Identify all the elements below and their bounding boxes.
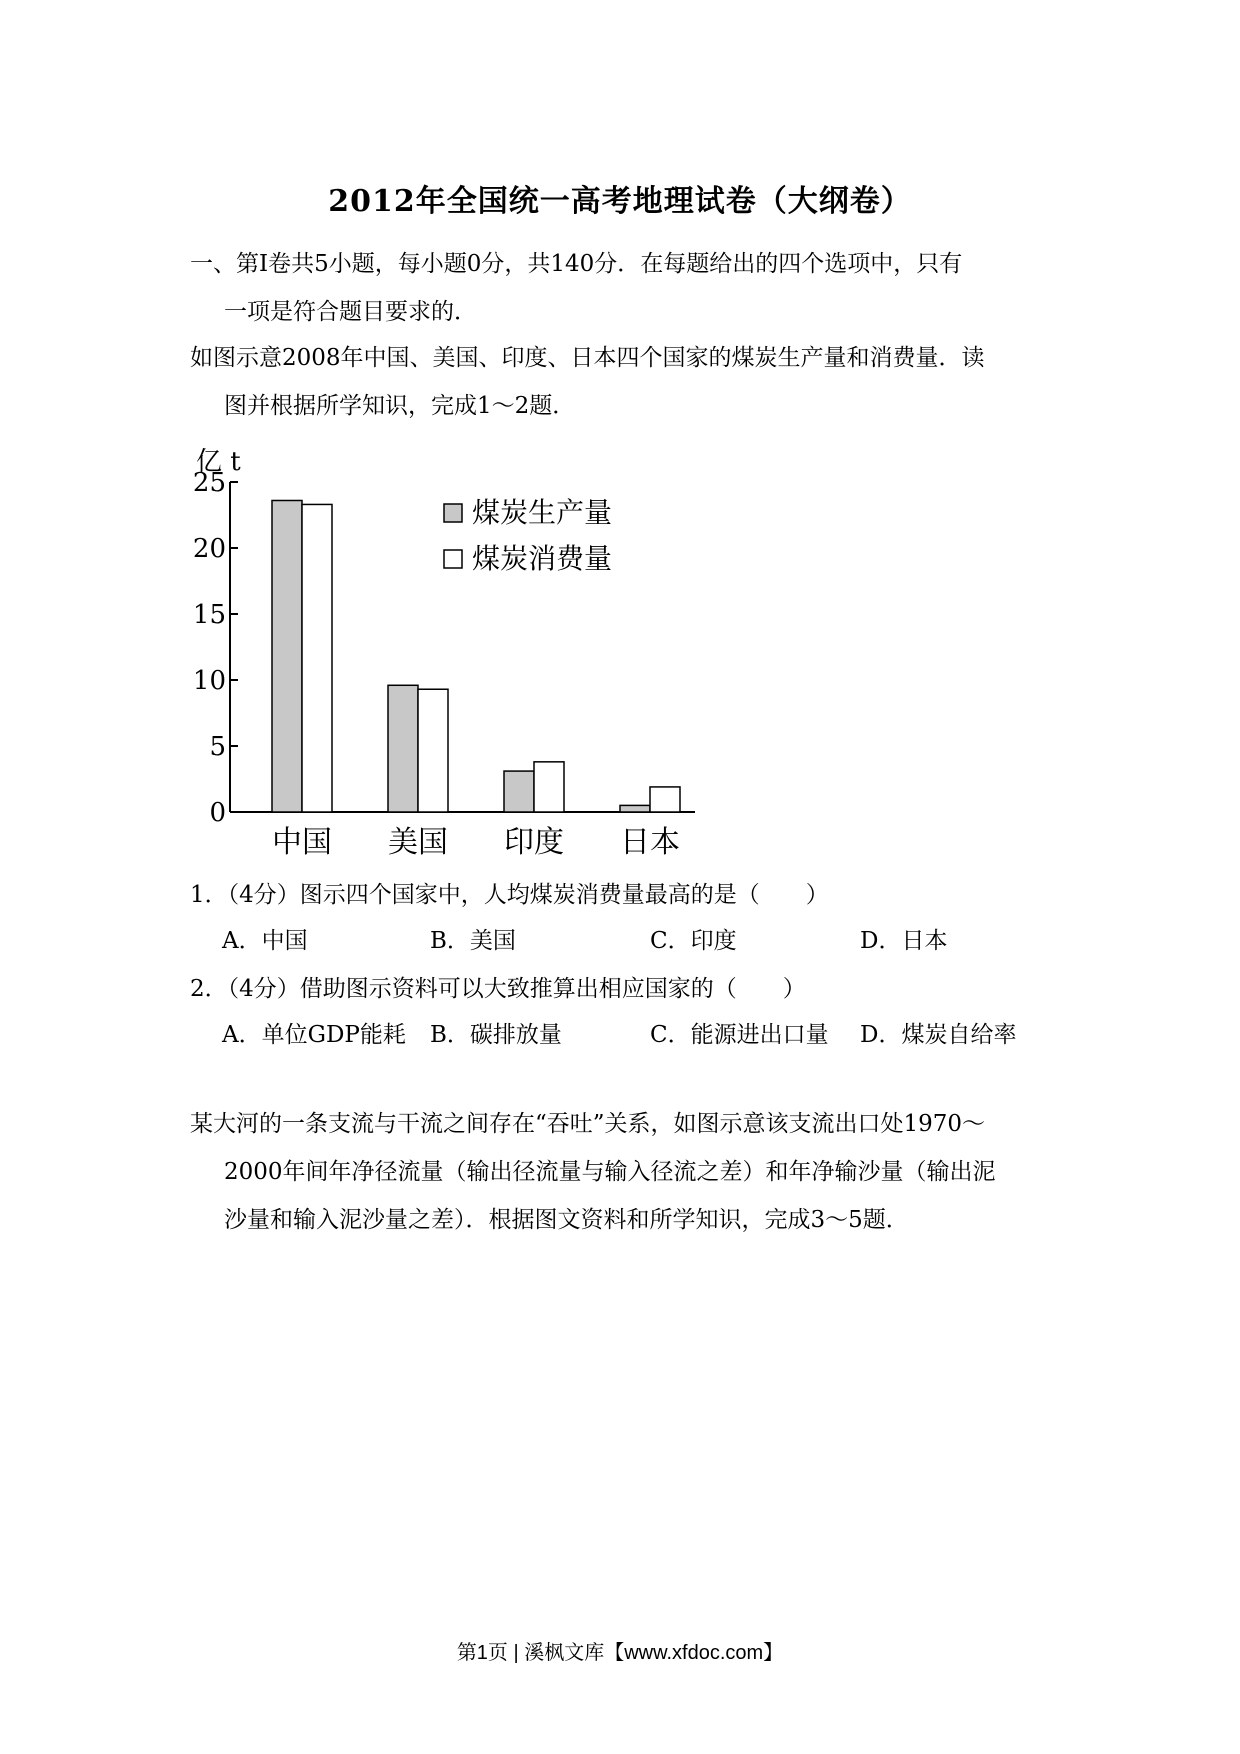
question-1-option-c[interactable]: C．印度: [650, 928, 737, 954]
y-tick-label: 5: [209, 732, 226, 762]
bar-consumption-2: [534, 762, 564, 812]
question-2-stem: 2．（4分）借助图示资料可以大致推算出相应国家的（ ）: [190, 976, 806, 1002]
bar-consumption-3: [650, 787, 680, 812]
y-tick-label: 20: [192, 534, 226, 564]
y-tick-label: 0: [209, 798, 226, 828]
coal-chart: [190, 440, 710, 860]
intro2-line-2: 2000年间年净径流量（输出径流量与输入径流之差）和年净输沙量（输出泥: [224, 1159, 996, 1185]
bar-production-1: [388, 685, 418, 812]
bar-production-0: [272, 500, 302, 812]
question-2-option-a[interactable]: A．单位GDP能耗: [222, 1022, 406, 1048]
intro-paragraph-1: [190, 334, 1060, 430]
x-category-label: 美国: [388, 825, 448, 860]
question-2-option-d[interactable]: D．煤炭自给率: [860, 1022, 1017, 1048]
x-labels: [272, 825, 680, 860]
section-line-2: 一项是符合题目要求的．: [224, 299, 477, 325]
bar-consumption-0: [302, 504, 332, 812]
bar-consumption-1: [418, 689, 448, 812]
question-1-option-b[interactable]: B．美国: [430, 928, 516, 954]
question-2-option-b[interactable]: B．碳排放量: [430, 1022, 562, 1048]
bar-production-2: [504, 771, 534, 812]
question-1-stem: 1．（4分）图示四个国家中，人均煤炭消费量最高的是（ ）: [190, 882, 829, 908]
y-tick-label: 25: [192, 468, 226, 498]
page-footer: 第1页 | 溪枫文库【www.xfdoc.com】: [456, 1642, 784, 1664]
legend-label: 煤炭消费量: [472, 542, 613, 575]
legend-swatch: [444, 550, 462, 568]
intro1-line-2: 图并根据所学知识，完成1～2题．: [224, 393, 576, 419]
chart-legend: [444, 496, 612, 575]
intro-paragraph-2: [190, 1100, 1060, 1244]
question-1-option-d[interactable]: D．日本: [860, 928, 948, 954]
question-1-option-a[interactable]: A．中国: [222, 928, 308, 954]
y-tick-label: 15: [192, 600, 226, 630]
question-2-option-c[interactable]: C．能源进出口量: [650, 1022, 829, 1048]
bar-production-3: [620, 805, 650, 812]
x-category-label: 印度: [504, 825, 564, 860]
legend-label: 煤炭生产量: [472, 496, 613, 529]
y-axis-unit-label: 亿 t: [196, 447, 241, 477]
intro2-line-3: 沙量和输入泥沙量之差）．根据图文资料和所学知识，完成3～5题．: [224, 1207, 909, 1233]
legend-swatch: [444, 504, 462, 522]
page-title: 2012年全国统一高考地理试卷（大纲卷）: [328, 184, 912, 219]
x-category-label: 日本: [620, 825, 680, 860]
y-tick-label: 10: [192, 666, 226, 696]
section-line-1: 一、第I卷共5小题，每小题0分，共140分．在每题给出的四个选项中，只有: [190, 251, 963, 277]
x-category-label: 中国: [272, 825, 332, 860]
intro2-line-1: 某大河的一条支流与干流之间存在“吞吐”关系，如图示意该支流出口处1970～: [190, 1111, 986, 1137]
intro1-line-1: 如图示意2008年中国、美国、印度、日本四个国家的煤炭生产量和消费量．读: [190, 345, 985, 371]
y-ticks: [193, 468, 238, 828]
section-heading: [190, 240, 1060, 336]
